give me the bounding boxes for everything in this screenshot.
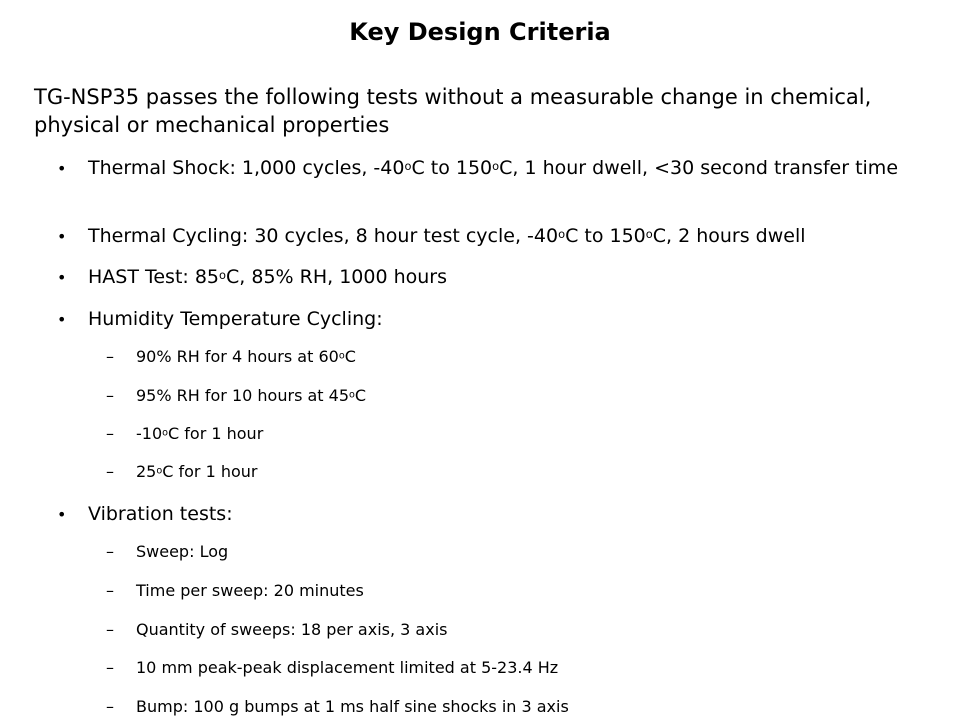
sub-bullet-text: Time per sweep: 20 minutes	[136, 581, 364, 600]
dash-marker: –	[106, 658, 114, 677]
bullet-marker: •	[57, 227, 67, 246]
sub-bullet-text: Sweep: Log	[136, 542, 229, 561]
bullet-marker: •	[57, 268, 67, 287]
dash-marker: –	[106, 424, 114, 443]
sub-bullet-text: 95% RH for 10 hours at 45$^o$C	[136, 386, 367, 405]
bullet-marker: •	[57, 505, 67, 524]
bullet-marker: •	[57, 310, 67, 329]
intro-paragraph: TG-NSP35 passes the following tests without a measurable change in chemical, physical or mechanical properties	[34, 85, 872, 137]
sub-bullet-text: Quantity of sweeps: 18 per axis, 3 axis	[136, 620, 448, 639]
sub-bullet-text: 10 mm peak-peak displacement limited at 5-23.4 Hz	[136, 658, 559, 677]
sub-bullet-text: 25$^o$C for 1 hour	[136, 462, 258, 481]
dash-marker: –	[106, 386, 114, 405]
bullet-text: Thermal Cycling: 30 cycles, 8 hour test cycle, -40$^o$C to 150$^o$C, 2 hours dwell	[88, 225, 806, 247]
bullet-text: Humidity Temperature Cycling:	[88, 308, 383, 330]
dash-marker: –	[106, 462, 114, 481]
dash-marker: –	[106, 581, 114, 600]
sub-bullet-text: -10$^o$C for 1 hour	[136, 424, 264, 443]
bullet-marker: •	[57, 159, 67, 178]
bullet-text: Thermal Shock: 1,000 cycles, -40$^o$C to 150$^o$C, 1 hour dwell, <30 second transfer time	[88, 157, 899, 179]
dash-marker: –	[106, 620, 114, 639]
sub-bullet-text: 90% RH for 4 hours at 60$^o$C	[136, 347, 356, 366]
bullet-text: HAST Test: 85$^o$C, 85% RH, 1000 hours	[88, 266, 448, 288]
bullet-text: Vibration tests:	[88, 503, 233, 525]
dash-marker: –	[106, 347, 114, 366]
dash-marker: –	[106, 697, 114, 716]
sub-bullet-text: Bump: 100 g bumps at 1 ms half sine shocks in 3 axis	[136, 697, 569, 716]
slide-title: Key Design Criteria	[349, 18, 611, 46]
dash-marker: –	[106, 542, 114, 561]
